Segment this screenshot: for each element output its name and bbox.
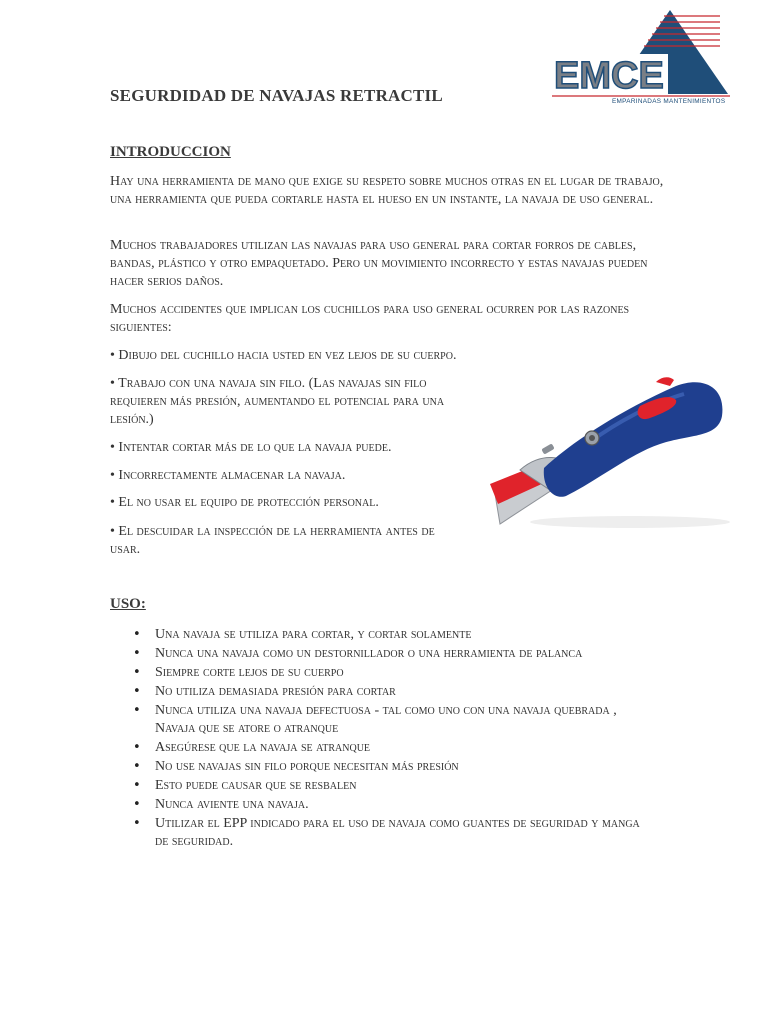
utility-knife-image bbox=[480, 372, 730, 534]
reason-item: • El no usar el equipo de protección personal. bbox=[110, 495, 379, 510]
page-title: SEGURDIDAD DE NAVAJAS RETRACTIL bbox=[110, 86, 443, 105]
reason-item: • Trabajo con una navaja sin filo. (Las navajas sin filo requieren más presión, aumentando el potencial para una lesión.) bbox=[110, 376, 445, 427]
list-item: • No utiliza demasiada presión para cortar bbox=[155, 683, 655, 701]
intro-paragraph: Muchos accidentes que implican los cuchillos para uso general ocurren por las razones siguientes: bbox=[110, 302, 630, 335]
intro-paragraph: Muchos trabajadores utilizan las navajas para uso general para cortar forros de cables, bandas, plástico y otro empaquetado. Pero un movimiento incorrecto y estas navajas pueden hacer serios daños. bbox=[110, 238, 648, 289]
section-heading-introduccion: INTRODUCCION bbox=[110, 144, 231, 160]
emce-logo bbox=[552, 8, 732, 104]
reason-item: • Incorrectamente almacenar la navaja. bbox=[110, 468, 346, 483]
list-item: • Una navaja se utiliza para cortar, y cortar solamente bbox=[155, 626, 655, 644]
logo-text: EMCE bbox=[554, 55, 664, 97]
list-item: • Nunca una navaja como un destornillador o una herramienta de palanca bbox=[155, 645, 655, 663]
list-item: • Utilizar el EPP indicado para el uso de navaja como guantes de seguridad y manga de seguridad. bbox=[155, 815, 655, 851]
list-item: • Siempre corte lejos de su cuerpo bbox=[155, 664, 655, 682]
intro-paragraph: Hay una herramienta de mano que exige su respeto sobre muchos otras en el lugar de trabajo, una herramienta que pueda cortarle hasta el hueso en un instante, la navaja de uso general. bbox=[110, 174, 664, 207]
list-item: • No use navajas sin filo porque necesitan más presión bbox=[155, 758, 655, 776]
logo-tagline: EMPARINADAS MANTENIMIENTOS bbox=[612, 98, 726, 104]
list-item: • Esto puede causar que se resbalen bbox=[155, 777, 655, 795]
reason-item: • Intentar cortar más de lo que la navaja puede. bbox=[110, 440, 392, 455]
reason-item: • El descuidar la inspección de la herramienta antes de usar. bbox=[110, 524, 435, 557]
uso-list bbox=[155, 626, 655, 852]
reason-item: • Dibujo del cuchillo hacia usted en vez lejos de su cuerpo. bbox=[110, 348, 457, 363]
list-item: • Nunca aviente una navaja. bbox=[155, 796, 655, 814]
section-heading-uso: USO: bbox=[110, 596, 146, 612]
list-item: • Nunca utiliza una navaja defectuosa - tal como uno con una navaja quebrada , Navaja que se atore o atranque bbox=[155, 702, 655, 738]
list-item: • Asegúrese que la navaja se atranque bbox=[155, 739, 655, 757]
